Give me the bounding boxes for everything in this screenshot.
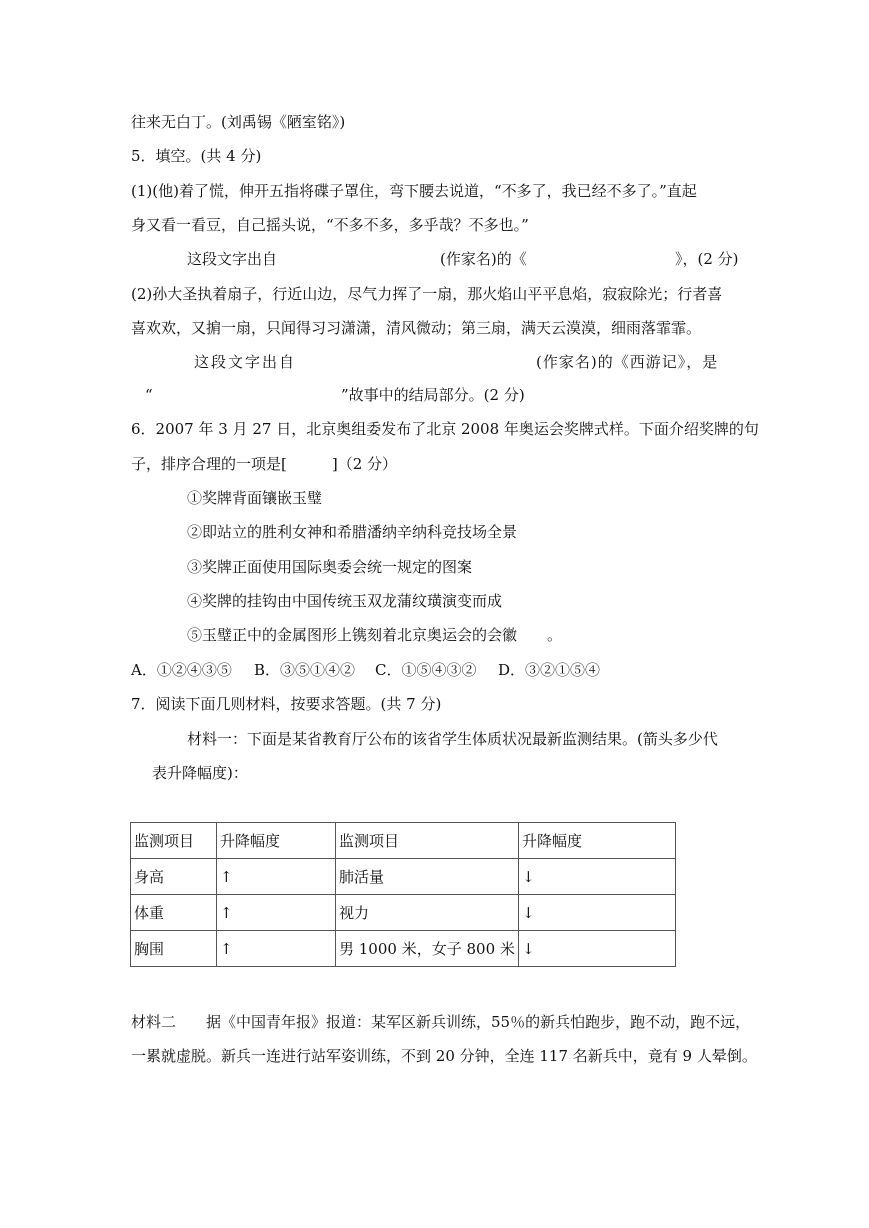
text-line: 喜欢欢，又掮一扇，只闻得习习潇潇，清风微动；第三扇，满天云漠漠，细雨落霏霏。: [131, 319, 702, 337]
sentence-1: ①奖牌背面镶嵌玉璧: [187, 489, 323, 507]
table-cell: 男 1000 米，女子 800 米: [336, 931, 519, 967]
down-arrow-icon: ↓: [519, 859, 676, 895]
sentence-5: ⑤玉璧正中的金属图形上镌刻着北京奥运会的会徽 。: [187, 626, 563, 644]
sentence-3: ③奖牌正面使用国际奥委会统一规定的图案: [187, 558, 473, 576]
option-b: B．③⑤①④②: [254, 661, 356, 679]
sentence-2: ②即站立的胜利女神和希腊潘纳辛纳科竞技场全景: [187, 523, 518, 541]
table-header-row: [131, 823, 676, 859]
table-header-cell: 监测项目: [131, 823, 217, 859]
text-line: 身又看一看豆，自己摇头说，“不多不多，多乎哉？不多也。”: [131, 216, 529, 234]
text-line: 子，排序合理的一项是[ ]（2 分）: [131, 455, 398, 473]
table-cell: 视力: [336, 895, 519, 931]
fill-prompt: “: [145, 386, 153, 404]
option-c: C．①⑤④③②: [375, 661, 477, 679]
text-line: (1)(他)着了慌，伸开五指将碟子罩住，弯下腰去说道，“不多了，我已经不多了。”直起: [131, 182, 697, 200]
up-arrow-icon: ↑: [217, 895, 336, 931]
fitness-table: [130, 822, 676, 967]
fill-prompt: 》，(2 分): [675, 250, 739, 268]
material-2-line: 一累就虚脱。新兵一连进行站军姿训练，不到 20 分钟，全连 117 名新兵中，竟有 9 人晕倒。: [131, 1047, 757, 1065]
table-cell: 体重: [131, 895, 217, 931]
table-header-cell: 升降幅度: [217, 823, 336, 859]
down-arrow-icon: ↓: [519, 895, 676, 931]
option-d: D．③②①⑤④: [498, 661, 601, 679]
text-line: 表升降幅度)：: [152, 764, 248, 782]
fill-prompt: (作家名)的《: [440, 250, 527, 268]
fill-prompt: 这段文字出自: [194, 353, 297, 371]
up-arrow-icon: ↑: [217, 859, 336, 895]
fill-prompt: (作家名)的《西游记》，是: [536, 353, 719, 371]
material-2-line: 材料二 据《中国青年报》报道：某军区新兵训练，55％的新兵怕跑步，跑不动，跑不远，: [131, 1013, 751, 1031]
table-row: [131, 859, 676, 895]
table-header-cell: 监测项目: [336, 823, 519, 859]
text-line: 往来无白丁。(刘禹锡《陋室铭》): [131, 113, 346, 131]
up-arrow-icon: ↑: [217, 931, 336, 967]
question-6-title: 6．2007 年 3 月 27 日，北京奥组委发布了北京 2008 年奥运会奖牌式样。下面介绍奖牌的句: [131, 420, 759, 438]
sentence-4: ④奖牌的挂钩由中国传统玉双龙蒲纹璜演变而成: [187, 592, 503, 610]
table-header-cell: 升降幅度: [519, 823, 676, 859]
option-a: A．①②④③⑤: [131, 661, 232, 679]
table-cell: 胸围: [131, 931, 217, 967]
question-7-title: 7．阅读下面几则材料，按要求答题。(共 7 分): [131, 695, 442, 713]
down-arrow-icon: ↓: [519, 931, 676, 967]
text-line: (2)孙大圣执着扇子，行近山边，尽气力挥了一扇，那火焰山平平息焰，寂寂除光；行者喜: [131, 285, 723, 303]
fill-prompt: 这段文字出自: [187, 250, 278, 268]
table-row: [131, 931, 676, 967]
table-cell: 肺活量: [336, 859, 519, 895]
table-cell: 身高: [131, 859, 217, 895]
answer-options: [131, 660, 600, 680]
question-5-title: 5．填空。(共 4 分): [131, 147, 262, 165]
text-line: 材料一：下面是某省教育厅公布的该省学生体质状况最新监测结果。(箭头多少代: [187, 730, 718, 748]
table-row: [131, 895, 676, 931]
fill-prompt: ”故事中的结局部分。(2 分): [341, 386, 525, 404]
